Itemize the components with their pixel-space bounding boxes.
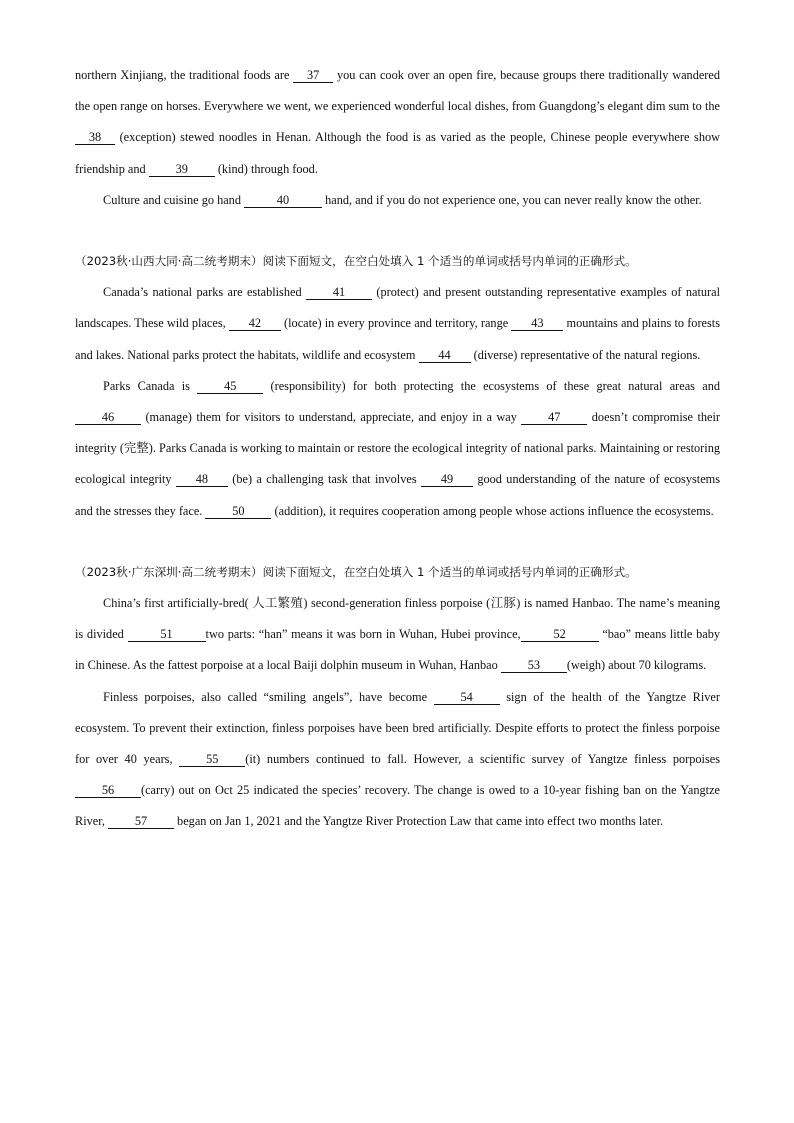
blank-56[interactable]: 56 <box>75 783 141 798</box>
blank-44[interactable]: 44 <box>419 348 471 363</box>
text: (responsibility) for both protecting the ecosystems of these great natural areas and <box>263 378 720 393</box>
blank-46[interactable]: 46 <box>75 410 141 425</box>
text: (manage) them for visitors to understand, appreciate, and enjoy in a way <box>141 410 522 425</box>
blank-52[interactable]: 52 <box>521 627 599 642</box>
text: two parts: “han” means it was born in Wuhan, Hubei province, <box>205 627 521 642</box>
blank-50[interactable]: 50 <box>205 504 271 519</box>
text: good understanding of the nature of ecosystems and the stresses they face. <box>75 472 721 518</box>
text: (it) numbers continued to fall. However, a scientific survey of Yangtze finless porpoises <box>245 752 720 767</box>
section-heading-shenzhen: （2023秋·广东深圳·高二统考期末）阅读下面短文，在空白处填入 1 个适当的单词或括号内单词的正确形式。 <box>75 564 637 579</box>
blank-49[interactable]: 49 <box>421 472 473 487</box>
blank-47[interactable]: 47 <box>521 410 587 425</box>
blank-37[interactable]: 37 <box>293 68 333 83</box>
paragraph-finless-porpoises <box>75 682 720 838</box>
blank-43[interactable]: 43 <box>511 316 563 331</box>
text: sign of the health of the Yangtze River ecosystem. To prevent their extinction, finless porpoises have been bred artificially. Despite efforts to protect the finless porpoise for over 40 years, <box>75 689 720 767</box>
blank-42[interactable]: 42 <box>229 316 281 331</box>
text: (exception) stewed noodles in Henan. Although the food is as varied as the people, Chinese people everywhere show friendship and <box>75 130 720 176</box>
blank-41[interactable]: 41 <box>306 285 372 300</box>
section-heading-datong: （2023秋·山西大同·高二统考期末）阅读下面短文，在空白处填入 1 个适当的单词或括号内单词的正确形式。 <box>75 254 637 269</box>
paragraph-culture <box>75 185 720 216</box>
paragraph-food <box>75 60 720 185</box>
text: (carry) out on Oct 25 indicated the species’ recovery. The change is owed to a 10-year fishing ban on the Yangtze River, <box>75 783 720 829</box>
text: (locate) in every province and territory, range <box>280 316 512 331</box>
text: Culture and cuisine go hand <box>103 192 245 207</box>
paragraph-hanbao <box>75 588 720 682</box>
text: “bao” means little baby in Chinese. As the fattest porpoise at a local Baiji dolphin museum in Wuhan, Hanbao <box>75 627 720 673</box>
text: China’s first artificially-bred( 人工繁殖) second-generation finless porpoise (江豚) is named Hanbao. The name’s meaning is divided <box>75 596 720 642</box>
text: mountains and plains to forests and lakes. National parks protect the habitats, wildlife and ecosystem <box>75 316 720 362</box>
document-page <box>75 60 720 838</box>
paragraph-parks-canada <box>75 371 720 527</box>
text: Parks Canada is <box>103 378 198 393</box>
blank-45[interactable]: 45 <box>197 379 263 394</box>
text: (diverse) representative of the natural regions. <box>470 347 701 362</box>
text: Finless porpoises, also called “smiling angels”, have become <box>103 689 434 704</box>
blank-55[interactable]: 55 <box>179 752 245 767</box>
blank-40[interactable]: 40 <box>244 193 322 208</box>
paragraph-canada-parks <box>75 277 720 371</box>
text: hand, and if you do not experience one, you can never really know the other. <box>322 192 702 207</box>
section-spacer <box>75 527 720 557</box>
text: (kind) through food. <box>214 161 318 176</box>
text: (protect) and present outstanding representative examples of natural landscapes. These wild places, <box>75 285 720 331</box>
text: northern Xinjiang, the traditional foods are <box>75 68 294 82</box>
blank-48[interactable]: 48 <box>176 472 228 487</box>
text: (addition), it requires cooperation among people whose actions influence the ecosystems. <box>271 503 714 518</box>
blank-54[interactable]: 54 <box>434 690 500 705</box>
text: began on Jan 1, 2021 and the Yangtze River Protection Law that came into effect two months later. <box>173 814 664 829</box>
blank-57[interactable]: 57 <box>108 814 174 829</box>
text: Canada’s national parks are established <box>103 285 306 300</box>
text: doesn’t compromise their integrity (完整). Parks Canada is working to maintain or restore the ecological integrity of national parks. Maintaining or restoring ecological integrity <box>75 410 720 487</box>
blank-53[interactable]: 53 <box>501 658 567 673</box>
text: (be) a challenging task that involves <box>227 472 421 487</box>
blank-51[interactable]: 51 <box>128 627 206 642</box>
text: (weigh) about 70 kilograms. <box>566 658 707 673</box>
blank-38[interactable]: 38 <box>75 130 115 145</box>
blank-39[interactable]: 39 <box>149 162 215 177</box>
text: you can cook over an open fire, because groups there traditionally wandered the open range on horses. Everywhere we went, we experienced wonderful local dishes, from Guangdong’s elegant dim sum to the <box>75 68 720 114</box>
section-spacer <box>75 216 720 246</box>
